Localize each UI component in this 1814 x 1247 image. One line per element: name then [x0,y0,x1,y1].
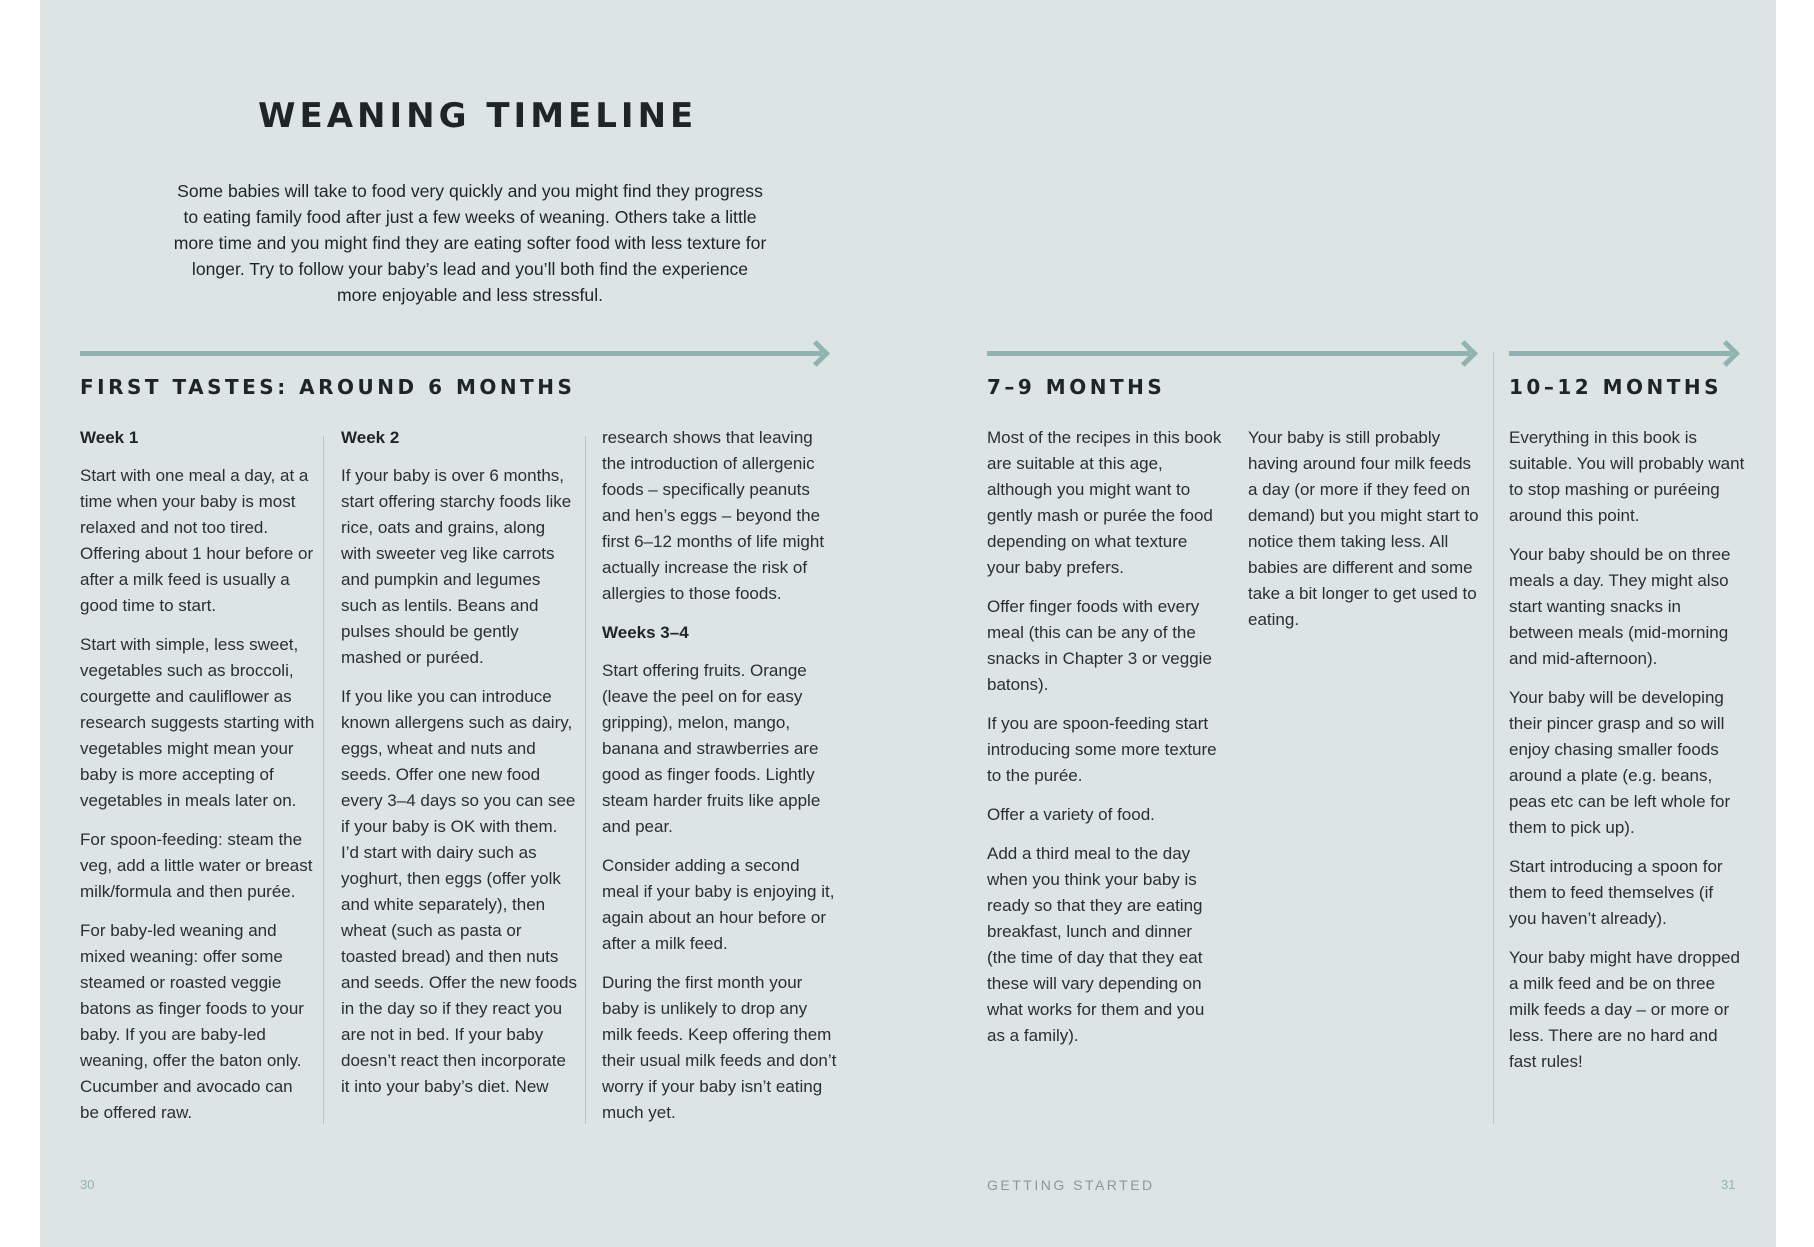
paragraph: Everything in this book is suitable. You will probably want to stop mashing or puréeing around this point. [1509,428,1745,525]
paragraph: Start with simple, less sweet, vegetables such as broccoli, courgette and cauliflower as research suggests starting with vegetables might mean your baby is more accepting of vegetables in meals later on. [80,635,315,810]
column-10-12-months [1509,425,1745,1088]
section-heading-10-12-months: 10–12 MONTHS [1509,375,1723,399]
paragraph: Offer finger foods with every meal (this can be any of the snacks in Chapter 3 or veggie batons). [987,597,1212,694]
paragraph: Consider adding a second meal if your baby is enjoying it, again about an hour before or after a milk feed. [602,856,835,953]
subheading-weeks-3-4: Weeks 3–4 [602,623,689,642]
paragraph: Your baby should be on three meals a day. They might also start wanting snacks in between meals (mid-morning and mid-afternoon). [1509,545,1731,668]
section-heading-7-9-months: 7–9 MONTHS [987,375,1166,399]
paragraph: If your baby is over 6 months, start offering starchy foods like rice, oats and grains, along with sweeter veg like carrots and pumpkin and legumes such as lentils. Beans and pulses should be gently mashed or puréed. [341,466,572,667]
book-spread [40,0,1776,1247]
paragraph: Your baby will be developing their pincer grasp and so will enjoy chasing smaller foods around a plate (e.g. beans, peas etc can be left whole for them to pick up). [1509,688,1731,837]
column-week-2 [341,425,577,1113]
paragraph: research shows that leaving the introduction of allergenic foods – specifically peanuts and hen’s eggs – beyond the first 6–12 months of life might actually increase the risk of allergies to those foods. [602,428,825,603]
column-divider [1493,352,1494,1124]
paragraph: Start offering fruits. Orange (leave the peel on for easy gripping), melon, mango, banana and strawberries are good as finger foods. Lightly steam harder fruits like apple and pear. [602,661,821,836]
paragraph: For spoon-feeding: steam the veg, add a little water or breast milk/formula and then purée. [80,830,313,901]
running-footer: GETTING STARTED [987,1177,1155,1193]
subheading-week-1: Week 1 [80,428,139,447]
paragraph: Offer a variety of food. [987,805,1155,824]
paragraph: Most of the recipes in this book are suitable at this age, although you might want to gently mash or purée the food depending on what texture your baby prefers. [987,428,1222,577]
paragraph: Start with one meal a day, at a time when your baby is most relaxed and not too tired. Offering about 1 hour before or after a milk feed is usually a good time to start. [80,466,314,615]
subheading-week-2: Week 2 [341,428,400,447]
paragraph: For baby-led weaning and mixed weaning: offer some steamed or roasted veggie batons as finger foods to your baby. If you are baby-led weaning, offer the baton only. Cucumber and avocado can be offered raw. [80,921,304,1122]
column-7-9-months-a [987,425,1223,1062]
page-number-left: 30 [80,1177,95,1192]
paragraph: Start introducing a spoon for them to feed themselves (if you haven’t already). [1509,857,1723,928]
paragraph: During the first month your baby is unlikely to drop any milk feeds. Keep offering them their usual milk feeds and don’t worry if your baby isn’t eating much yet. [602,973,837,1122]
column-7-9-months-b [1248,425,1484,646]
column-divider [323,436,324,1124]
page-title: WEANING TIMELINE [258,96,698,136]
column-weeks-3-4 [602,425,838,1139]
paragraph: If you are spoon-feeding start introducing some more texture to the purée. [987,714,1217,785]
section-heading-first-tastes: FIRST TASTES: AROUND 6 MONTHS [80,375,576,399]
paragraph: Add a third meal to the day when you think your baby is ready so that they are eating breakfast, lunch and dinner (the time of day that they eat these will vary depending on what works for them and you as a family). [987,844,1205,1045]
column-divider [585,436,586,1124]
intro-paragraph: Some babies will take to food very quickly and you might find they progress to eating family food after just a few weeks of weaning. Others take a little more time and you might find they are eating softer food with less texture for longer. Try to follow your baby’s lead and you’ll both find the experience more enjoyable and less stressful. [173,181,767,305]
paragraph: Your baby is still probably having around four milk feeds a day (or more if they feed on demand) but you might start to notice them taking less. All babies are different and some take a bit longer to get used to eating. [1248,428,1479,629]
paragraph: If you like you can introduce known allergens such as dairy, eggs, wheat and nuts and seeds. Offer one new food every 3–4 days so you can see if your baby is OK with them. I’d start with dairy such as yoghurt, then eggs (offer yolk and white separately), then wheat (such as pasta or toasted bread) and then nuts and seeds. Offer the new foods in the day so if they react you are not in bed. If your baby doesn’t react then incorporate it into your baby’s diet. New [341,687,577,1096]
column-week-1 [80,425,316,1139]
page-number-right: 31 [1721,1177,1736,1192]
paragraph: Your baby might have dropped a milk feed and be on three milk feeds a day – or more or less. There are no hard and fast rules! [1509,948,1740,1071]
